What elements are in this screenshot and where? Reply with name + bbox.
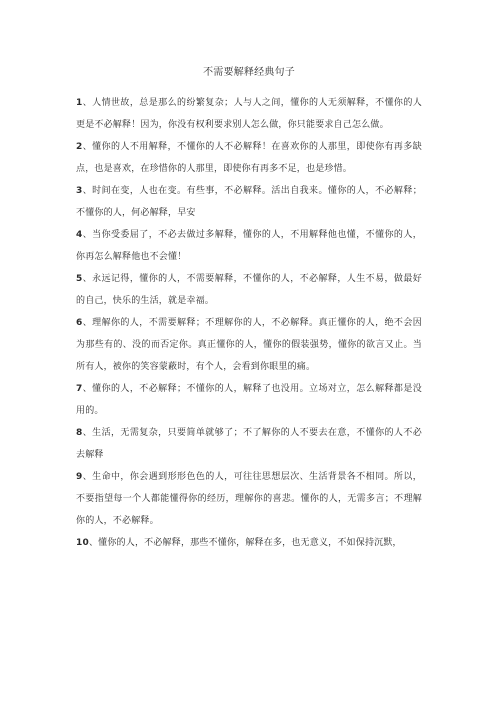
- item-number: 6: [76, 318, 83, 328]
- list-item: [76, 466, 422, 532]
- list-item: [76, 268, 422, 312]
- item-text: 、永远记得，懂你的人，不需要解释，不懂你的人，不必解释，人生不易，做最好的自己，快乐的生活，就是幸福。: [76, 274, 422, 306]
- item-number: 8: [76, 428, 83, 438]
- list-item: [76, 180, 422, 224]
- item-number: 1: [76, 98, 83, 108]
- item-text: 、时间在变，人也在变。有些事，不必解释。活出自我来。懂你的人，不必解释；不懂你的人，何必解释，早安: [76, 186, 422, 218]
- list-item: [76, 422, 422, 466]
- item-number: 7: [76, 384, 83, 394]
- item-text: 、懂你的人，不必解释；不懂你的人，解释了也没用。立场对立，怎么解释都是没用的。: [76, 384, 422, 416]
- item-number: 9: [76, 472, 83, 482]
- item-number: 3: [76, 186, 83, 196]
- item-number: 2: [76, 142, 83, 152]
- list-item: [76, 224, 422, 268]
- item-text: 、人情世故，总是那么的纷繁复杂；人与人之间，懂你的人无须解释，不懂你的人更是不必解释！因为，你没有权利要求别人怎么做，你只能要求自己怎么做。: [76, 98, 422, 130]
- item-number: 10: [76, 538, 89, 548]
- document-title: 不需要解释经典句子: [203, 67, 295, 78]
- item-number: 4: [76, 230, 83, 240]
- item-text: 、生活，无需复杂，只要简单就够了；不了解你的人不要去在意，不懂你的人不必去解释: [76, 428, 422, 460]
- list-item: [76, 532, 422, 554]
- item-text: 、生命中，你会遇到形形色色的人，可往往思想层次、生活背景各不相同。所以，不要指望每一个人都能懂得你的经历，理解你的喜悲。懂你的人，无需多言；不理解你的人，不必解释。: [76, 472, 422, 526]
- item-text: 、懂你的人，不必解释，那些不懂你，解释在多，也无意义，不如保持沉默，: [88, 538, 402, 548]
- list-item: [76, 92, 422, 136]
- item-text: 、理解你的人，不需要解释；不理解你的人，不必解释。真正懂你的人，绝不会因为那些有的、没的而否定你。真正懂你的人，懂你的假装强势，懂你的欲言又止。当所有人，被你的笑容蒙蔽时，有个人，会看到你眼里的痛。: [76, 318, 422, 372]
- item-text: 、当你受委屈了，不必去做过多解释，懂你的人，不用解释他也懂，不懂你的人，你再怎么解释他也不会懂！: [76, 230, 422, 262]
- list-item: [76, 378, 422, 422]
- list-item: [76, 312, 422, 378]
- list-item: [76, 136, 422, 180]
- item-text: 、懂你的人不用解释，不懂你的人不必解释！在喜欢你的人那里，即使你有再多缺点，也是喜欢，在珍惜你的人那里，即使你有再多不足，也是珍惜。: [76, 142, 422, 174]
- document-page: [76, 66, 422, 554]
- item-number: 5: [76, 274, 83, 284]
